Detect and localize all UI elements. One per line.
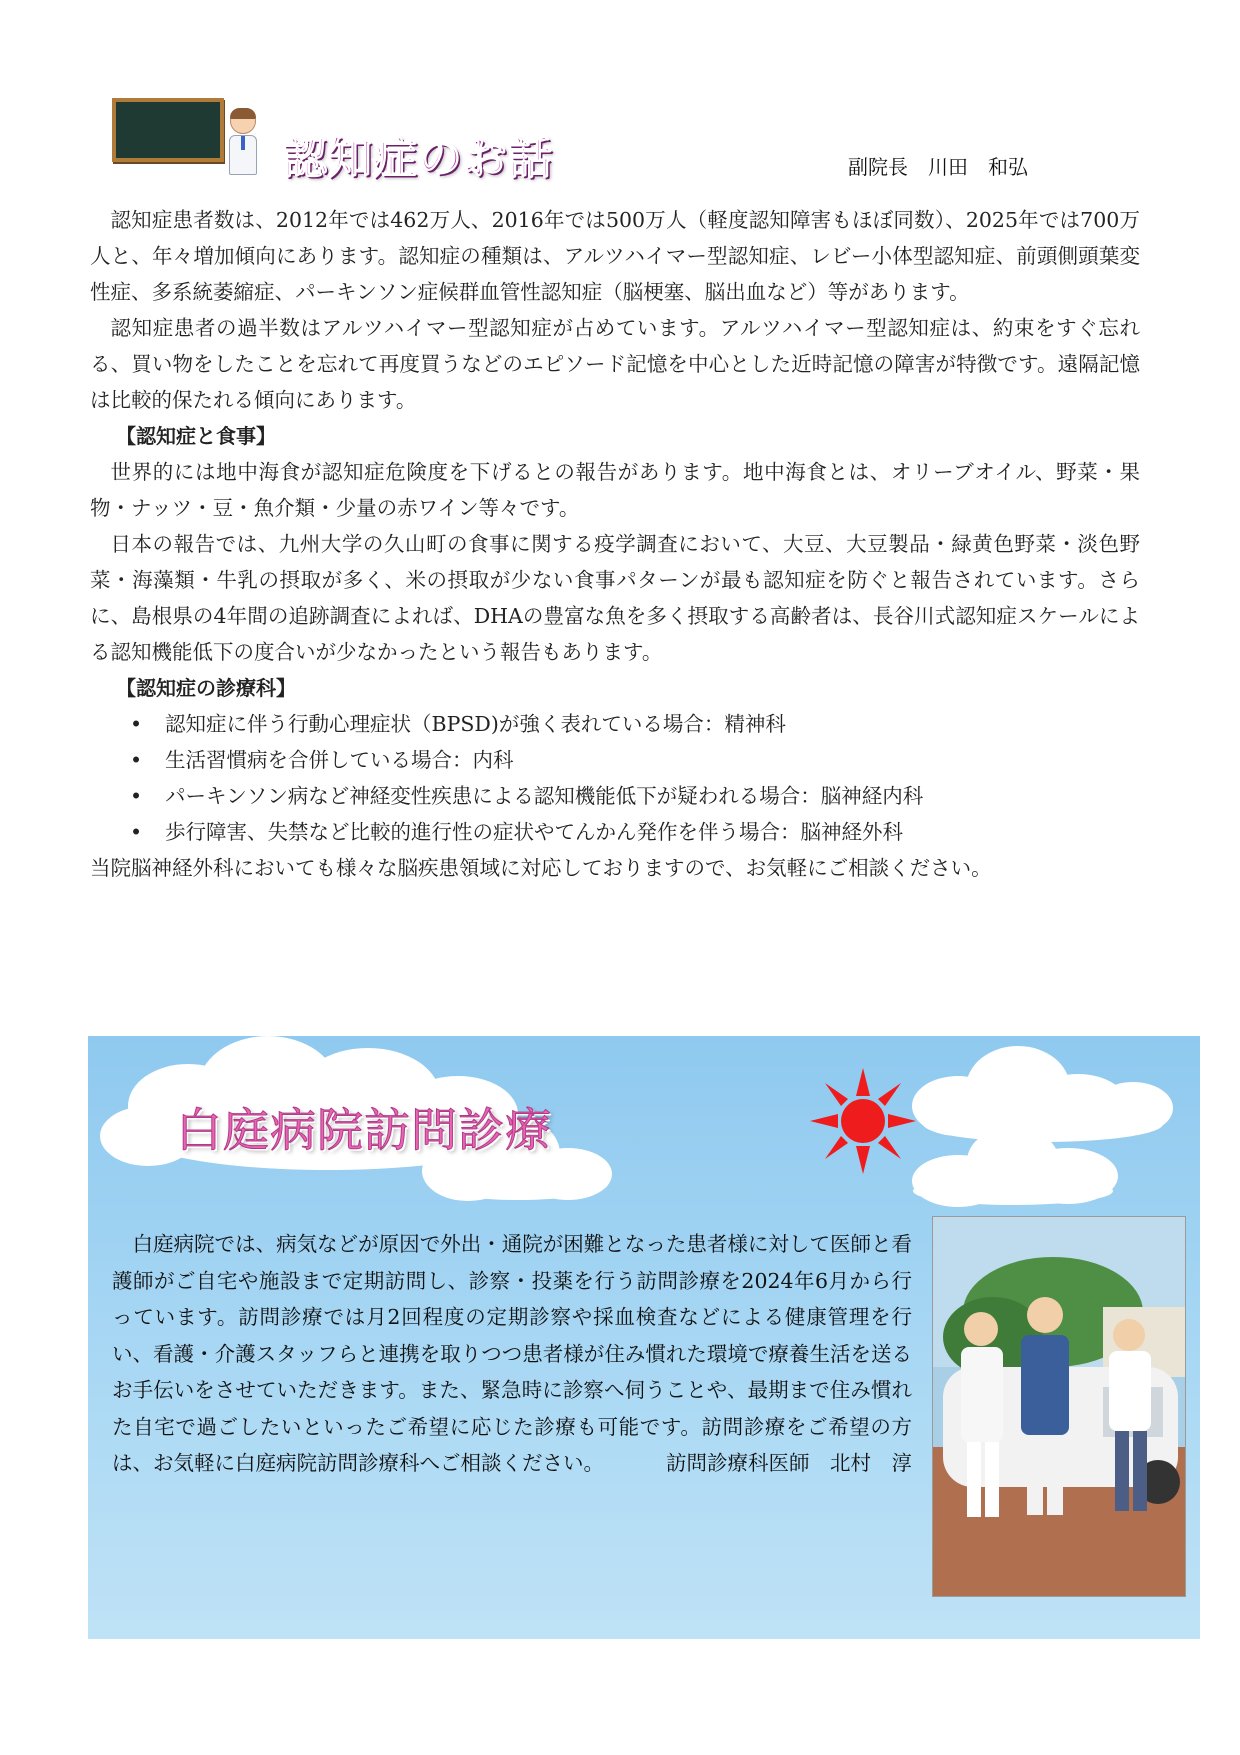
list-item	[90, 814, 1140, 850]
paragraph: 世界的には地中海食が認知症危険度を下げるとの報告があります。地中海食とは、オリーブオイル、野菜・果物・ナッツ・豆・魚介類・少量の赤ワイン等々です。	[90, 460, 1140, 520]
bullet-icon: •	[130, 748, 143, 772]
paragraph: 認知症患者の過半数はアルツハイマー型認知症が占めています。アルツハイマー型認知症は、約束をすぐ忘れる、買い物をしたことを忘れて再度買うなどのエピソード記憶を中心とした近時記憶の障害が特徴です。遠隔記憶は比較的保たれる傾向にあります。	[90, 316, 1140, 412]
list-item-text: パーキンソン病など神経変性疾患による認知機能低下が疑われる場合：脳神経内科	[165, 784, 924, 808]
home-visit-panel	[88, 1036, 1200, 1639]
list-item-text: 生活習慣病を合併している場合：内科	[165, 748, 514, 772]
list-item-text: 認知症に伴う行動心理症状（BPSD)が強く表れている場合：精神科	[165, 712, 786, 736]
paragraph: 認知症患者数は、2012年では462万人、2016年では500万人（軽度認知障害もほぼ同数）、2025年では700万人と、年々増加傾向にあります。認知症の種類は、アルツハイマー型認知症、レビー小体型認知症、前頭側頭葉変性症、多系統萎縮症、パーキンソン症候群血管性認知症（脳梗塞、脳出血など）等があります。	[90, 208, 1140, 304]
sun-icon	[808, 1066, 918, 1176]
section-heading-food: 【認知症と食事】	[116, 424, 276, 448]
list-item	[90, 742, 1140, 778]
department-list	[90, 706, 1140, 850]
blackboard-icon	[112, 98, 224, 162]
list-item	[90, 778, 1140, 814]
author-byline: 訪問診療科医師 北村 淳	[666, 1451, 912, 1475]
bullet-icon: •	[130, 784, 143, 808]
page-title: 認知症のお話	[283, 133, 553, 184]
bullet-icon: •	[130, 820, 143, 844]
home-visit-body	[112, 1226, 912, 1482]
article-body	[90, 202, 1140, 886]
bullet-icon: •	[130, 712, 143, 736]
teacher-icon	[226, 108, 260, 176]
author-byline: 副院長 川田 和弘	[848, 155, 1028, 179]
section-title-home-visit: 白庭病院訪問診療	[176, 1103, 552, 1157]
list-item	[90, 706, 1140, 742]
staff-photo	[932, 1216, 1186, 1597]
list-item-text: 歩行障害、失禁など比較的進行性の症状やてんかん発作を伴う場合：脳神経外科	[165, 820, 903, 844]
paragraph: 白庭病院では、病気などが原因で外出・通院が困難となった患者様に対して医師と看護師がご自宅や施設まで定期訪問し、診察・投薬を行う訪問診療を2024年6月から行っています。訪問診療では月2回程度の定期診察や採血検査などによる健康管理を行い、看護・介護スタッフらと連携を取りつつ患者様が住み慣れた環境で療養生活を送るお手伝いをさせていただきます。また、緊急時に診察へ伺うことや、最期まで住み慣れた自宅で過ごしたいといったご希望に応じた診療も可能です。訪問診療をご希望の方は、お気軽に白庭病院訪問診療科へご相談ください。	[112, 1232, 912, 1475]
paragraph: 日本の報告では、九州大学の久山町の食事に関する疫学調査において、大豆、大豆製品・緑黄色野菜・淡色野菜・海藻類・牛乳の摂取が多く、米の摂取が少ない食事パターンが最も認知症を防ぐと報告されています。さらに、島根県の4年間の追跡調査によれば、DHAの豊富な魚を多く摂取する高齢者は、長谷川式認知症スケールによる認知機能低下の度合いが少なかったという報告もあります。	[90, 532, 1140, 664]
closing-paragraph: 当院脳神経外科においても様々な脳疾患領域に対応しておりますので、お気軽にご相談ください。	[90, 856, 992, 880]
section-heading-departments: 【認知症の診療科】	[116, 676, 296, 700]
